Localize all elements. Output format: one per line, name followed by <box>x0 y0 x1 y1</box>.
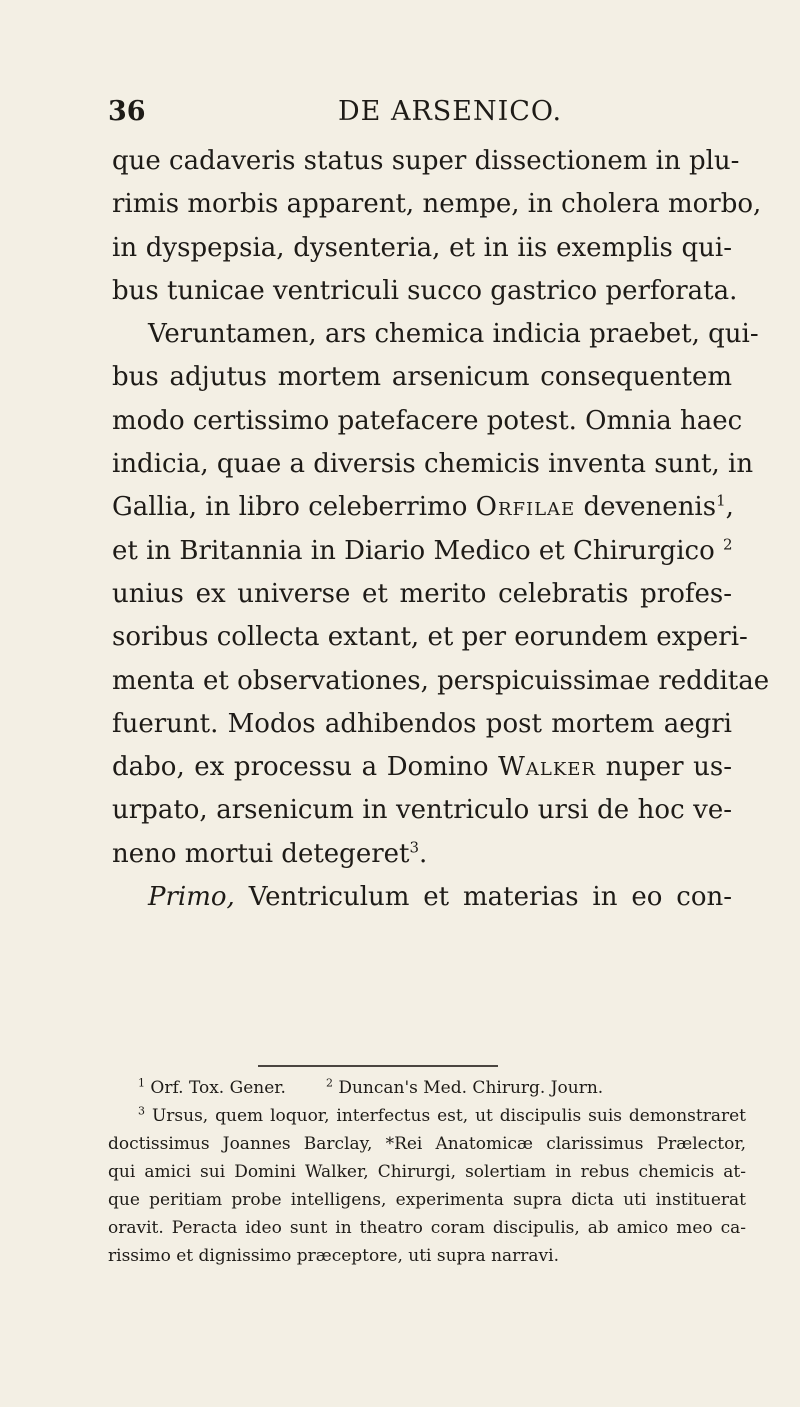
text-line <box>112 486 732 529</box>
footnote-mark: 2 <box>325 1076 333 1090</box>
text-line: in dyspepsia, dysenteria, et in iis exemplis qui- <box>112 232 732 263</box>
text-line: Veruntamen, ars chemica indicia praebet, qui- <box>148 319 759 350</box>
text-segment: . <box>419 838 428 869</box>
text-line: indicia, quae a diversis chemicis inventa sunt, in <box>112 449 754 480</box>
text-segment: Gallia, in libro celeberrimo <box>112 492 468 523</box>
text-line: rimis morbis apparent, nempe, in cholera morbo, <box>112 189 762 220</box>
footnote-ref: 1 <box>716 491 726 510</box>
footnote-line: que peritiam probe intelligens, experimenta supra dicta uti instituerat <box>108 1190 746 1210</box>
footnote-line: rissimo et dignissimo præceptore, uti supra narravi. <box>108 1246 560 1266</box>
text-segment: nuper us- <box>605 752 733 783</box>
text-line: soribus collecta extant, et per eorundem experi- <box>112 622 748 653</box>
footnote-line: oravit. Peracta ideo sunt in theatro coram discipulis, ab amico meo ca- <box>108 1218 746 1238</box>
footnote-3-text: Ursus, quem loquor, interfectus est, ut discipulis suis demonstraret <box>151 1106 747 1126</box>
text-line <box>112 833 732 876</box>
text-line <box>112 876 732 919</box>
footnote-1: Orf. Tox. Gener. <box>150 1078 286 1098</box>
footnote-line <box>108 1102 746 1130</box>
text-line: que cadaveris status super dissectionem in plu- <box>112 146 740 176</box>
footnote-mark: 1 <box>138 1076 145 1090</box>
text-line: fuerunt. Modos adhibendos post mortem aegri <box>112 708 732 739</box>
footnote-mark: 3 <box>138 1104 145 1118</box>
footnote-divider <box>258 1065 498 1067</box>
main-text <box>112 140 770 919</box>
text-segment: devenenis <box>583 492 717 523</box>
text-line: modo certissimo patefacere potest. Omnia haec <box>112 405 743 436</box>
page-number: 36 <box>108 96 146 127</box>
text-line: bus tunicae ventriculi succo gastrico perforata. <box>112 275 738 306</box>
text-segment: neno mortui detegeret <box>112 838 410 869</box>
text-segment: dabo, ex processu a Domino <box>112 752 489 783</box>
text-line: urpato, arsenicum in ventriculo ursi de hoc ve- <box>112 795 732 826</box>
text-line: unius ex universe et merito celebratis profes- <box>112 578 732 609</box>
italic-word: Primo, <box>148 882 235 913</box>
author-name-walker: Walker <box>498 752 596 783</box>
text-line: bus adjutus mortem arsenicum consequentem <box>112 362 732 393</box>
text-segment: Ventriculum et materias in eo con- <box>248 882 732 913</box>
footnote-2: Duncan's Med. Chirurg. Journ. <box>338 1078 604 1098</box>
footnote-line <box>108 1074 746 1102</box>
text-segment: , <box>725 492 734 523</box>
footnote-line: doctissimus Joannes Barclay, *Rei Anatomicæ clarissimus Prælector, <box>108 1134 746 1154</box>
author-name-orfila: Orfilae <box>475 492 576 523</box>
text-segment: et in Britannia in Diario Medico et Chirurgico <box>112 535 715 566</box>
text-line <box>112 530 732 573</box>
footnote-line: qui amici sui Domini Walker, Chirurgi, solertiam in rebus chemicis at- <box>108 1162 746 1182</box>
footnote-ref: 3 <box>409 838 420 857</box>
text-line: menta et observationes, perspicuissimae redditae <box>112 665 770 696</box>
page-header <box>0 96 800 136</box>
running-title: DE ARSENICO. <box>338 96 563 127</box>
footnotes <box>108 1074 746 1270</box>
footnote-ref: 2 <box>723 535 733 554</box>
text-line <box>112 746 732 789</box>
